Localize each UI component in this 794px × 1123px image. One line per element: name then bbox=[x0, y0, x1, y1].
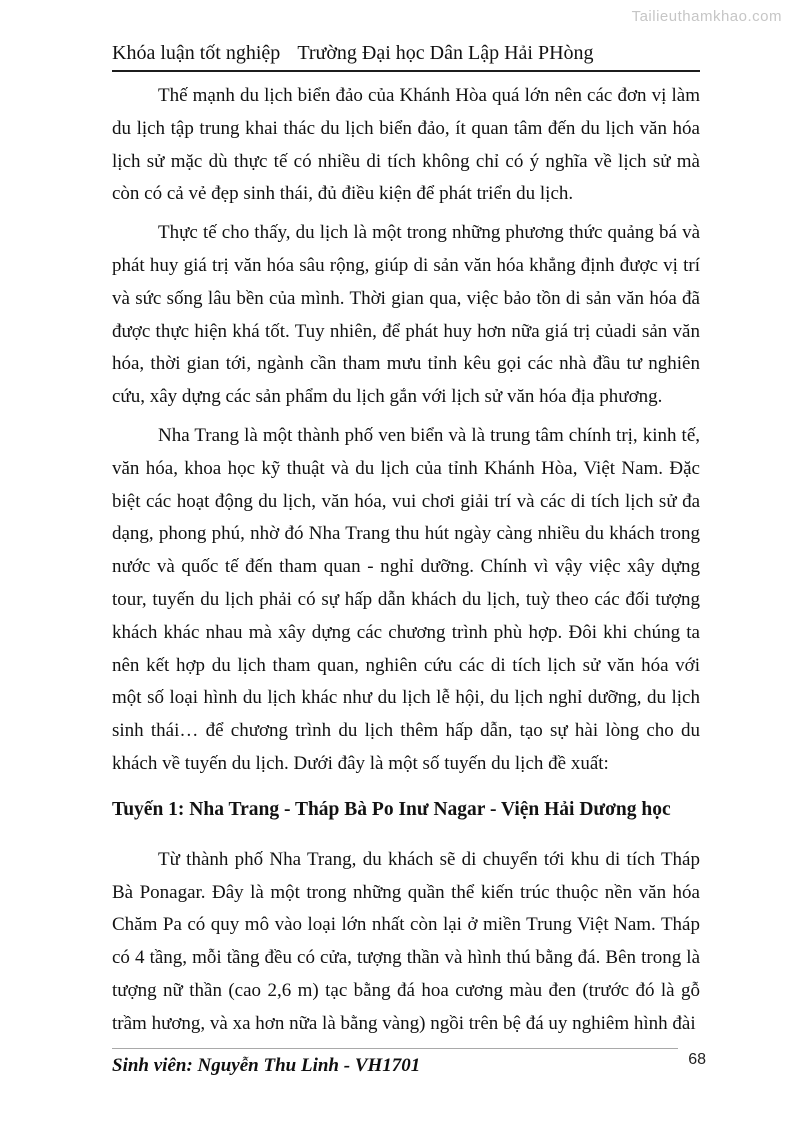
paragraph-2: Thực tế cho thấy, du lịch là một trong những phương thức quảng bá và phát huy giá trị văn hóa sâu rộng, giúp di sản văn hóa khẳng định được vị trí và sức sống lâu bền của mình. Thời gian qua, việc bảo tồn di sản văn hóa đã được thực hiện khá tốt. Tuy nhiên, để phát huy hơn nữa giá trị củadi sản văn hóa, thời gian tới, ngành cần tham mưu tỉnh kêu gọi các nhà đầu tư nghiên cứu, xây dựng các sản phẩm du lịch gắn với lịch sử văn hóa địa phương. bbox=[112, 222, 700, 408]
paragraph-4: Từ thành phố Nha Trang, du khách sẽ di chuyển tới khu di tích Tháp Bà Ponagar. Đây là một trong những quần thể kiến trúc thuộc nền văn hóa Chăm Pa có quy mô vào loại lớn nhất còn lại ở miền Trung Việt Nam. Tháp có 4 tầng, mỗi tầng đều có cửa, tượng thần và hình thú bằng đá. Bên trong là tượng nữ thần (cao 2,6 m) tạc bằng đá hoa cương màu đen (trước đó là gỗ trầm hương, và xa hơn nữa là bằng vàng) ngồi trên bệ đá uy nghiêm hình đài bbox=[112, 848, 700, 1034]
paragraph-1: Thế mạnh du lịch biển đảo của Khánh Hòa quá lớn nên các đơn vị làm du lịch tập trung khai thác du lịch biển đảo, ít quan tâm đến du lịch văn hóa lịch sử mặc dù thực tế có nhiều di tích không chỉ có ý nghĩa về lịch sử mà còn có cả vẻ đẹp sinh thái, đủ điều kiện để phát triển du lịch. bbox=[112, 85, 700, 205]
header-thesis-label: Khóa luận tốt nghiệp bbox=[112, 42, 281, 64]
section-heading-route-1: Tuyến 1: Nha Trang - Tháp Bà Po Inư Nagar - Viện Hải Dương học bbox=[112, 798, 671, 820]
watermark: Tailieuthamkhao.com bbox=[631, 8, 782, 25]
page-number: 68 bbox=[688, 1051, 706, 1068]
page-body bbox=[112, 80, 700, 1047]
header-university-name: Trường Đại học Dân Lập Hải PHòng bbox=[297, 42, 594, 64]
footer-rule bbox=[112, 1048, 678, 1049]
footer-author: Sinh viên: Nguyễn Thu Linh - VH1701 bbox=[112, 1055, 421, 1076]
paragraph-3: Nha Trang là một thành phố ven biển và là trung tâm chính trị, kinh tế, văn hóa, khoa học kỹ thuật và du lịch của tỉnh Khánh Hòa, Việt Nam. Đặc biệt các hoạt động du lịch, văn hóa, vui chơi giải trí và các di tích lịch sử đa dạng, phong phú, nhờ đó Nha Trang thu hút ngày càng nhiều du khách trong nước và quốc tế đến tham quan - nghỉ dưỡng. Chính vì vậy việc xây dựng tour, tuyến du lịch phải có sự hấp dẫn khách du lịch, tuỳ theo các đối tượng khách khác nhau mà xây dựng các chương trình phù hợp. Đôi khi chúng ta nên kết hợp du lịch tham quan, nghiên cứu các di tích lịch sử văn hóa với một số loại hình du lịch khác như du lịch lễ hội, du lịch nghỉ dưỡng, du lịch sinh thái… để chương trình du lịch thêm hấp dẫn, tạo sự hài lòng cho du khách về tuyến du lịch. Dưới đây là một số tuyến du lịch đề xuất: bbox=[112, 424, 700, 774]
page-footer bbox=[112, 1048, 706, 1077]
page-header bbox=[112, 40, 700, 72]
